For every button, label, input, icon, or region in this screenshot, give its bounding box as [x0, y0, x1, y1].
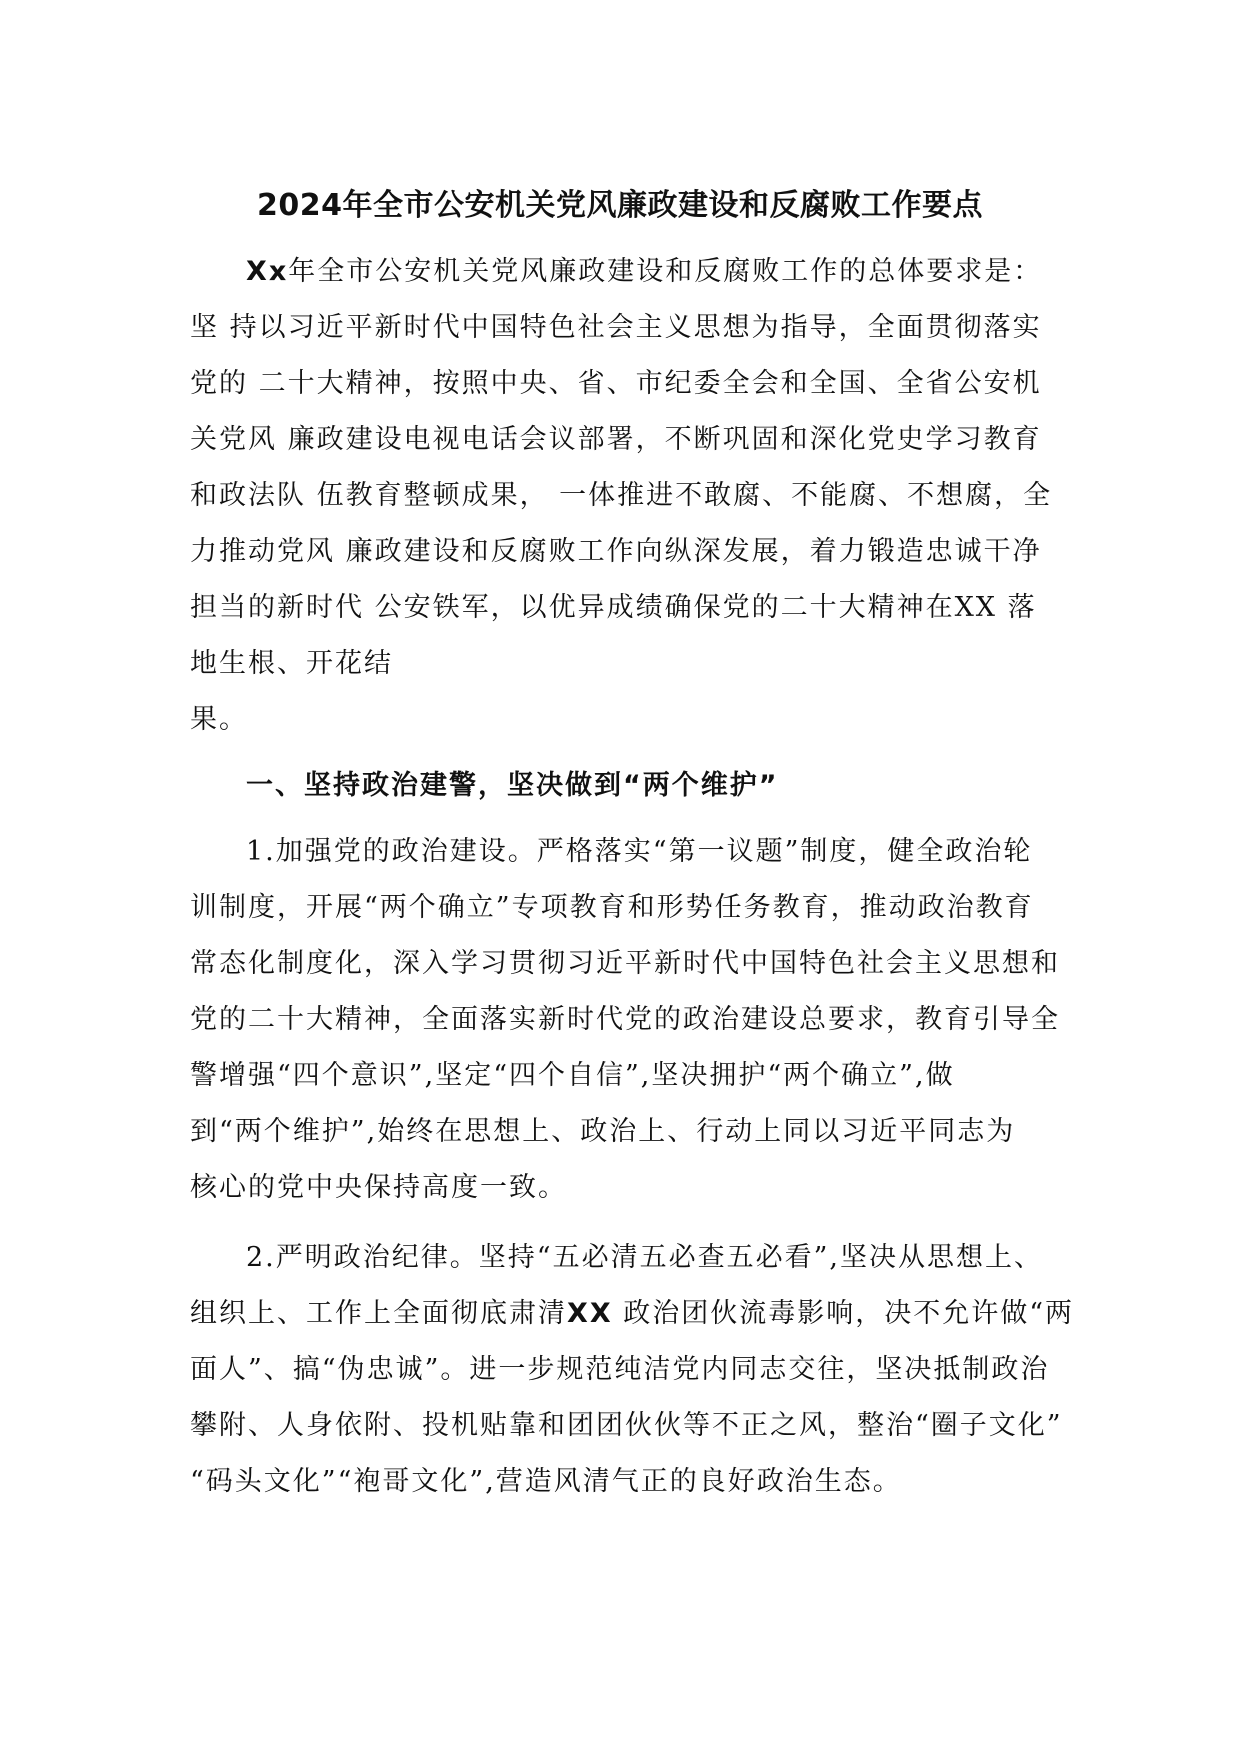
- document-title: 2024年全市公安机关党风廉政建设和反腐败工作要点: [257, 188, 983, 223]
- intro-line-6: 力推动党风 廉政建设和反腐败工作向纵深发展，着力锻造忠诚干净: [190, 536, 1042, 567]
- item-1-paragraph: [190, 824, 1060, 1216]
- document-content: [190, 170, 1075, 1510]
- intro-line-1-text: 年全市公安机关党风廉政建设和反腐败工作的总体要求是：: [288, 256, 1043, 287]
- intro-line-5: 和政法队 伍教育整顿成果， 一体推进不敢腐、不能腐、不想腐，全: [190, 480, 1053, 511]
- intro-line-3: 党的 二十大精神，按照中央、省、市纪委全会和全国、全省公安机: [190, 368, 1042, 399]
- item-2-line-4: 攀附、人身依附、投机贴靠和团团伙伙等不正之风，整治“圈子文化”: [190, 1410, 1063, 1441]
- item-2-line-2-pre: 组织上、工作上全面彻底肃清: [190, 1298, 567, 1329]
- item-1-line-2: 训制度，开展“两个确立”专项教育和形势任务教育，推动政治教育: [190, 892, 1034, 923]
- item-2-line-2-bold: XX: [567, 1298, 613, 1329]
- item-2-paragraph: [190, 1230, 1075, 1510]
- item-1-line-5: 警增强“四个意识”,坚定“四个自信”,坚决拥护“两个确立”,做: [190, 1060, 955, 1091]
- intro-paragraph: [190, 244, 1053, 748]
- item-1-line-1: 1.加强党的政治建设。严格落实“第一议题”制度，健全政治轮: [246, 836, 1033, 867]
- intro-line-4: 关党风 廉政建设电视电话会议部署，不断巩固和深化党史学习教育: [190, 424, 1042, 455]
- item-1-line-4: 党的二十大精神，全面落实新时代党的政治建设总要求，教育引导全: [190, 1004, 1060, 1035]
- item-1-line-7: 核心的党中央保持高度一致。: [190, 1172, 567, 1203]
- section-heading-1: 一、坚持政治建警，坚决做到“两个维护”: [246, 770, 779, 801]
- item-1-line-6: 到“两个维护”,始终在思想上、政治上、行动上同以习近平同志为: [190, 1116, 1016, 1147]
- item-2-line-1: 2.严明政治纪律。坚持“五必清五必查五必看”,坚决从思想上、: [246, 1242, 1043, 1273]
- item-1-line-3: 常态化制度化，深入学习贯彻习近平新时代中国特色社会主义思想和: [190, 948, 1060, 979]
- intro-line-7: 担当的新时代 公安铁军，以优异成绩确保党的二十大精神在XX 落: [190, 592, 1037, 623]
- item-2-line-2-post: 政治团伙流毒影响，决不允许做“两: [612, 1298, 1075, 1329]
- intro-line-2: 坚 持以习近平新时代中国特色社会主义思想为指导，全面贯彻落实: [190, 312, 1042, 343]
- intro-line-1: [190, 244, 1050, 300]
- intro-line-9: 果。: [190, 704, 248, 735]
- intro-line-8: 地生根、开花结: [190, 648, 393, 679]
- item-2-line-5: “码头文化”“袍哥文化”,营造风清气正的良好政治生态。: [190, 1466, 902, 1497]
- intro-lead: Xx: [246, 256, 289, 287]
- item-2-line-3: 面人”、搞“伪忠诚”。进一步规范纯洁党内同志交往，坚决抵制政治: [190, 1354, 1050, 1385]
- paragraph-spacer: [190, 1216, 1050, 1230]
- item-2-line-2: [190, 1286, 1075, 1342]
